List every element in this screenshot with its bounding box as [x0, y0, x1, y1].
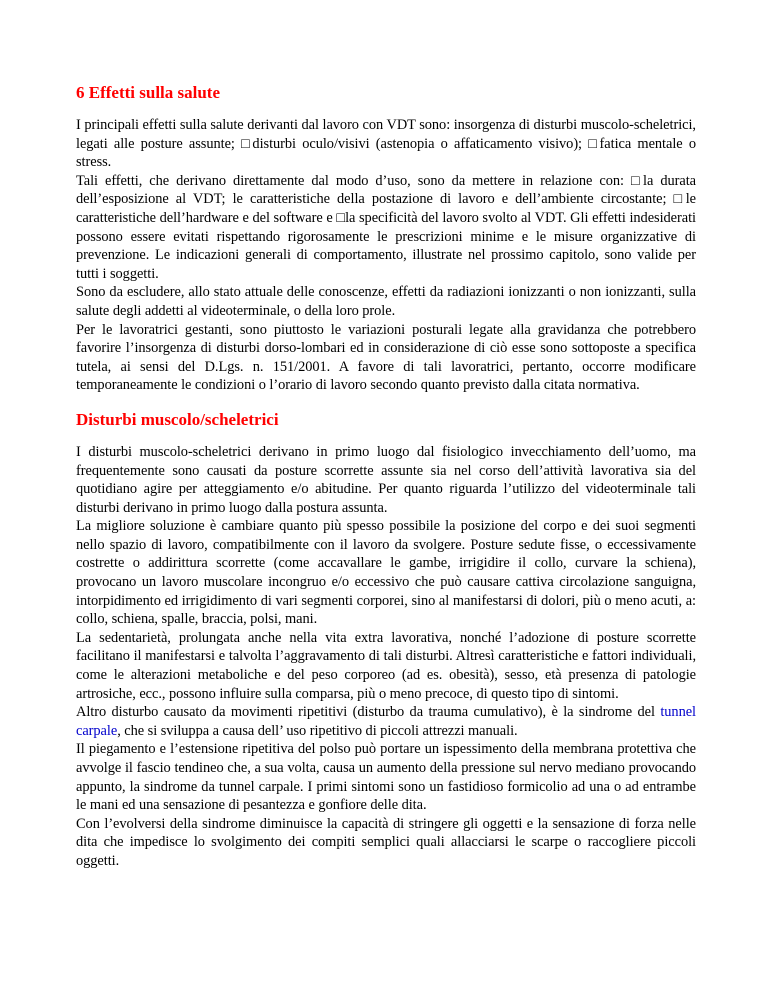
paragraph-piegamento-polso: Il piegamento e l’estensione ripetitiva del polso può portare un ispessimento della membrana protettiva che avvolge il fascio tendineo che, a sua volta, causa un aumento della pressione sul nervo mediano provocando appunto, la sindrome da tunnel carpale. I primi sintomi sono un fastidioso formicolio ad una o ad entrambe le mani ed una sensazione di pesantezza e gonfiore delle dita.	[76, 741, 696, 814]
paragraph-soluzione-postura: La migliore soluzione è cambiare quanto più spesso possibile la posizione del corpo e dei suoi segmenti nello spazio di lavoro, compatibilmente con il lavoro da svolgere. Posture sedute fisse, o eccessivamente costrette o addirittura scorrette (come accavallare le gambe, irrigidire il collo, curvare la schiena), provocano un lavoro muscolare incongruo e/o eccessivo che può causare cattiva circolazione sanguigna, intorpidimento ed irrigidimento di vari segmenti corporei, sino al manifestarsi di dolori, più o meno acuti, a: collo, schiena, spalle, braccia, polsi, mani.	[76, 518, 696, 628]
paragraph-sedentarieta: La sedentarietà, prolungata anche nella vita extra lavorativa, nonché l’adozione di posture scorrette facilitano il manifestarsi e talvolta l’aggravamento di tali disturbi. Altresì caratteristiche e fattori individuali, come le alterazioni metaboliche e del peso corporeo (ad es. obesità), sesso, età presenza di patologie artrosiche, ecc., possono influire sulla comparsa, più o meno precoce, di questo tipo di sintomi.	[76, 629, 696, 702]
paragraph-radiazioni: Sono da escludere, allo stato attuale delle conoscenze, effetti da radiazioni ionizzanti o non ionizzanti, sulla salute degli addetti al videoterminale, o della loro prole.	[76, 284, 696, 319]
section-title-disturbi: Disturbi muscolo/scheletrici	[76, 409, 279, 429]
section-title-effetti: 6 Effetti sulla salute	[76, 83, 221, 102]
text-fragment: Altro disturbo causato da movimenti ripetitivi (disturbo da trauma cumulativo), è la sindrome del	[76, 704, 661, 721]
text-fragment: , che si sviluppa a causa dell’ uso ripetitivo di piccoli attrezzi manuali.	[117, 722, 518, 739]
paragraph-lavoratrici-gestanti: Per le lavoratrici gestanti, sono piuttosto le variazioni posturali legate alla gravidanza che potrebbero favorire l’insorgenza di disturbi dorso-lombari ed in considerazione di ciò esse sono sottoposte a specifica tutela, ai sensi del D.Lgs. n. 151/2001. A favore di tali lavoratrici, pertanto, occorre modificare temporaneamente le condizioni o l’orario di lavoro secondo quanto previsto dalla citata normativa.	[76, 321, 696, 394]
paragraph-tunnel-carpale	[76, 703, 696, 740]
paragraph-effetti-principali: I principali effetti sulla salute derivanti dal lavoro con VDT sono: insorgenza di disturbi muscolo-scheletrici, legati alle posture assunte; □disturbi oculo/visivi (astenopia o affaticamento visivo); □fatica mentale o stress.	[76, 117, 696, 171]
paragraph-disturbi-origine: I disturbi muscolo-scheletrici derivano in primo luogo dal fisiologico invecchiamento dell’uomo, ma frequentemente sono causati da posture scorrette assunte sia nel corso dell’attività lavorativa sia del quotidiano agire per atteggiamento e/o abitudine. Per quanto riguarda l’utilizzo del videoterminale tali disturbi derivano in primo luogo dalla postura assunta.	[76, 443, 696, 516]
paragraph-effetti-relazione: Tali effetti, che derivano direttamente dal modo d’uso, sono da mettere in relazione con: □la durata dell’esposizione al VDT; le caratteristiche della postazione di lavoro e dell’ambiente circostante; □le caratteristiche dell’hardware e del software e □la specificità del lavoro svolto al VDT. Gli effetti indesiderati possono essere evitati rispettando rigorosamente le prescrizioni minime e le misure organizzative di prevenzione. Le indicazioni generali di comportamento, illustrate nel prossimo capitolo, sono valide per tutti i soggetti.	[76, 172, 696, 282]
tunnel-carpale-link[interactable]: tunnel carpale	[76, 704, 696, 739]
document-page	[76, 82, 696, 871]
paragraph-evoluzione-sindrome: Con l’evolversi della sindrome diminuisce la capacità di stringere gli oggetti e la sensazione di forza nelle dita che impedisce lo svolgimento dei compiti semplici quali allacciarsi le scarpe o raccogliere piccoli oggetti.	[76, 815, 696, 869]
